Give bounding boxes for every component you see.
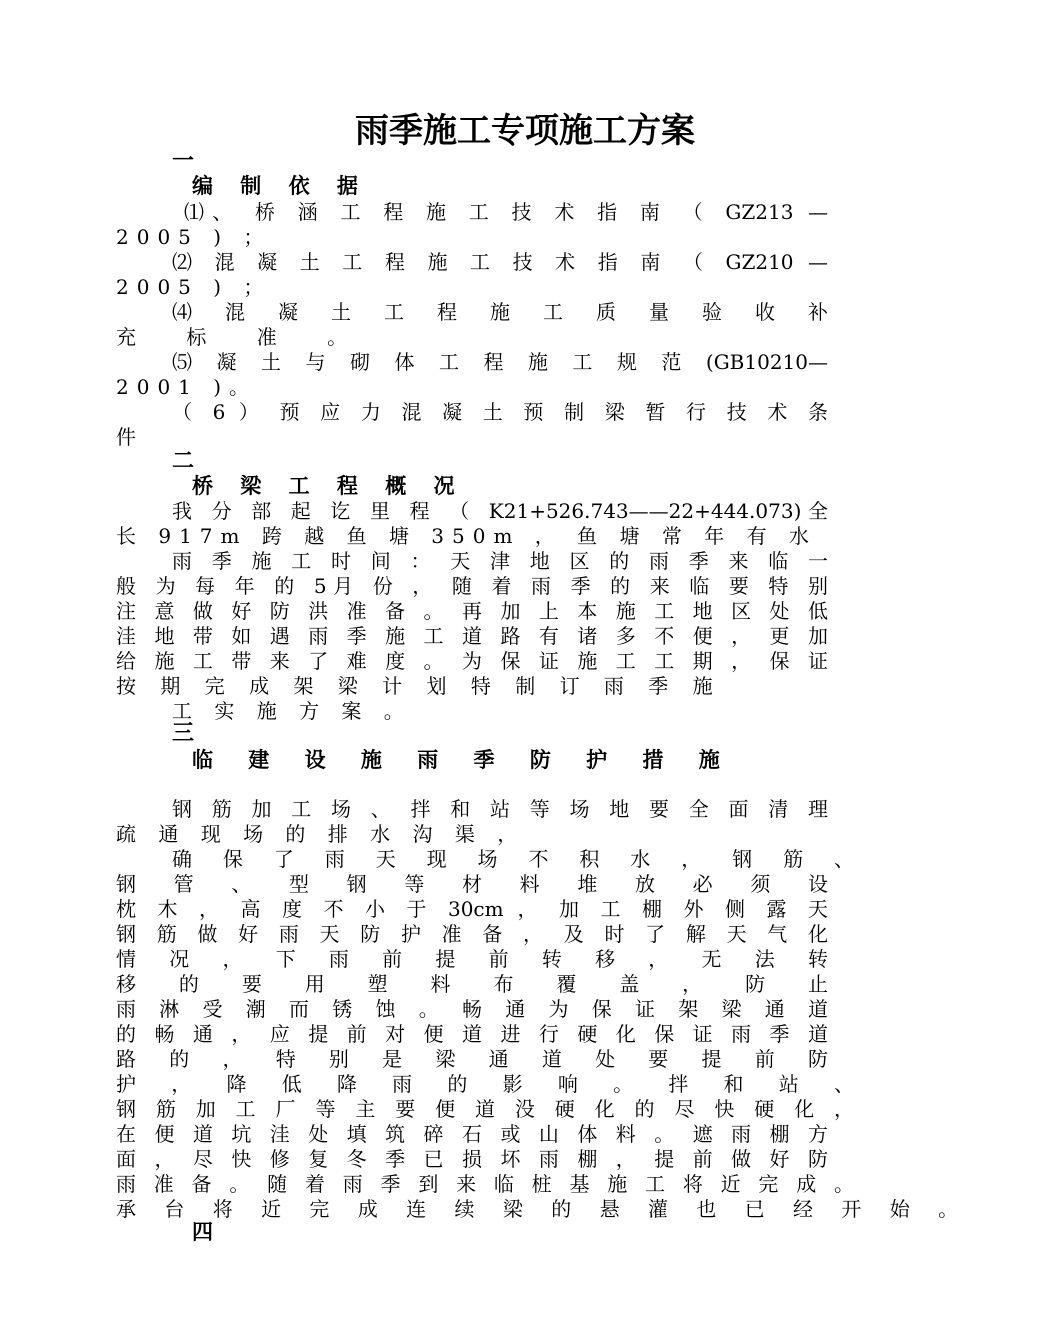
- s3-line-9: 雨 淋 受 潮 而 锈 蚀 。 畅 通 为 保 证 架 梁 通 道: [116, 997, 828, 1021]
- s1-line-3: ⑵ 混 凝 土 工 程 施 工 技 术 指 南 （ GZ210 —: [172, 250, 828, 274]
- s3-line-15: 面 ， 尽 快 修 复 冬 季 已 损 坏 雨 棚 ， 提 前 做 好 防: [116, 1147, 828, 1171]
- s2-line-5: 注 意 做 好 防 洪 准 备 。 再 加 上 本 施 工 地 区 处 低: [116, 599, 828, 623]
- s1-line-2: 2005 ) ；: [116, 225, 272, 249]
- s3-line-5: 枕 木 ， 高 度 不 小 于 30cm ， 加 工 棚 外 侧 露 天: [116, 897, 828, 921]
- s1-line-7: ⑸ 凝 土 与 砌 体 工 程 施 工 规 范 (GB10210—: [172, 350, 828, 374]
- s3-line-17: 承 台 将 近 完 成 连 续 梁 的 悬 灌 也 已 经 开 始 。: [116, 1197, 970, 1221]
- s3-line-7: 情 况 ， 下 雨 前 提 前 转 移 ， 无 法 转: [116, 947, 828, 971]
- section-4-number: 四: [192, 1220, 223, 1244]
- s1-line-8: 2001 )。: [116, 375, 258, 399]
- s3-line-2: 疏 通 现 场 的 排 水 沟 渠 ，: [116, 822, 526, 846]
- s3-line-10: 的 畅 通 ， 应 提 前 对 便 道 进 行 硬 化 保 证 雨 季 道: [116, 1022, 828, 1046]
- section-3-number: 三: [172, 721, 195, 746]
- s3-line-13: 钢 筋 加 工 厂 等 主 要 便 道 没 硬 化 的 尽 快 硬 化 ，: [116, 1097, 854, 1121]
- s2-line-4: 般 为 每 年 的 5月 份 ， 随 着 雨 季 的 来 临 要 特 别: [116, 574, 828, 598]
- s1-line-6: 充 标 准 。: [116, 325, 370, 349]
- s3-line-6: 钢 筋 做 好 雨 天 防 护 准 备 ， 及 时 了 解 天 气 化: [116, 922, 828, 946]
- s2-line-9: 工 实 施 方 案 。: [172, 699, 412, 723]
- section-2-number: 二: [172, 449, 195, 474]
- s3-line-16: 雨 准 备 。 随 着 雨 季 到 来 临 桩 基 施 工 将 近 完 成 。: [116, 1172, 854, 1196]
- s3-line-14: 在 便 道 坑 洼 处 填 筑 碎 石 或 山 体 料 。 遮 雨 棚 方: [116, 1122, 828, 1146]
- s2-line-7: 给 施 工 带 来 了 难 度 。 为 保 证 施 工 工 期 ， 保 证: [116, 649, 828, 673]
- s2-line-6: 洼 地 带 如 遇 雨 季 施 工 道 路 有 诸 多 不 便 ， 更 加: [116, 624, 828, 648]
- s1-line-10: 件: [116, 425, 144, 449]
- s3-line-12: 护 ， 降 低 降 雨 的 影 响 。 拌 和 站 、: [116, 1072, 854, 1096]
- s1-line-1: ⑴、 桥 涵 工 程 施 工 技 术 指 南 （ GZ213 —: [184, 200, 828, 224]
- s2-line-2: 长 917m 跨 越 鱼 塘 350m ， 鱼 塘 常 年 有 水: [116, 524, 817, 548]
- s1-line-9: （ 6 ） 预 应 力 混 凝 土 预 制 梁 暂 行 技 术 条: [172, 400, 828, 424]
- section-1-heading: 编 制 依 据: [192, 174, 368, 198]
- s1-line-4: 2005 ) ；: [116, 275, 272, 299]
- s3-line-1: 钢 筋 加 工 场 、 拌 和 站 等 场 地 要 全 面 清 理: [172, 797, 828, 821]
- section-3-heading: 临 建 设 施 雨 季 防 护 措 施: [192, 748, 734, 772]
- s2-line-8: 按 期 完 成 架 梁 计 划 特 制 订 雨 季 施: [116, 674, 722, 698]
- s3-line-4: 钢 管 、 型 钢 等 材 料 堆 放 必 须 设: [116, 872, 828, 896]
- s3-line-11: 路 的 ， 特 别 是 梁 通 道 处 要 提 前 防: [116, 1047, 828, 1071]
- section-1-number: 一: [172, 149, 195, 174]
- document-title: 雨季施工专项施工方案: [355, 111, 695, 151]
- s2-line-1: 我 分 部 起 讫 里 程 （ K21+526.743——22+444.073)全: [172, 499, 828, 523]
- s1-line-5: ⑷ 混 凝 土 工 程 施 工 质 量 验 收 补: [172, 300, 828, 324]
- s3-line-3: 确 保 了 雨 天 现 场 不 积 水 ， 钢 筋 、: [172, 847, 854, 871]
- s3-line-8: 移 的 要 用 塑 料 布 覆 盖 ， 防 止: [116, 972, 828, 996]
- s2-line-3: 雨 季 施 工 时 间 ： 天 津 地 区 的 雨 季 来 临 一: [172, 549, 828, 573]
- section-2-heading: 桥 梁 工 程 概 况: [192, 474, 465, 498]
